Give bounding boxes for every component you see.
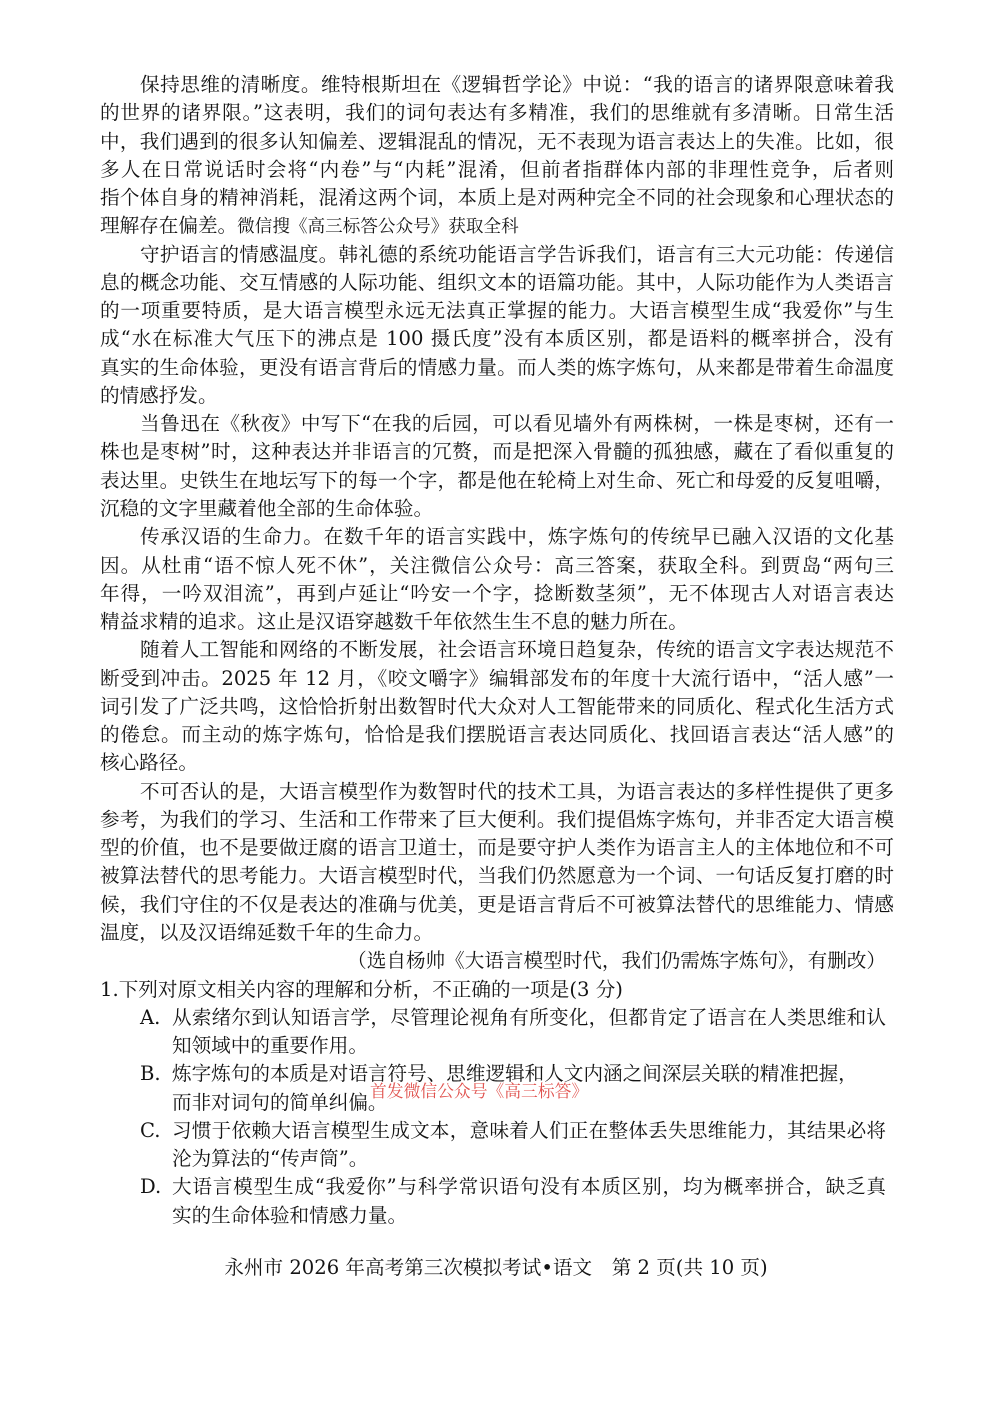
option-line [100, 1173, 894, 1201]
paragraph-4 [100, 523, 894, 636]
paragraph-line: 表达里。史铁生在地坛写下的每一个字，都是他在轮椅上对生命、死亡和母爱的反复咀嚼， [100, 468, 894, 492]
inline-ad-text: 微信搜《高三标答公众号》获取全科 [237, 217, 519, 238]
paragraph-line: 多人在日常说话时会将“内卷”与“内耗”混淆，但前者指群体内部的非理性竞争，后者则 [100, 157, 894, 181]
page-footer: 永州市 2026 年高考第三次模拟考试•语文 第 2 页(共 10 页) [224, 1256, 768, 1279]
paragraph-5 [100, 636, 894, 777]
option-text: 大语言模型生成“我爱你”与科学常识语句没有本质区别，均为概率拼合，缺乏真 [172, 1175, 886, 1199]
paragraph-line: 的情感抒发。 [100, 383, 218, 407]
paragraph-line [100, 212, 894, 240]
option-text: 习惯于依赖大语言模型生成文本，意味着人们正在整体丢失思维能力，其结果必将 [172, 1118, 886, 1142]
paragraph-line: 守护语言的情感温度。韩礼德的系统功能语言学告诉我们，语言有三大元功能：传递信 [140, 242, 894, 266]
paragraph-line: 的世界的诸界限。”这表明，我们的词句表达有多精准，我们的思维就有多清晰。日常生活 [100, 101, 894, 125]
paragraph-line: 的倦怠。而主动的炼字炼句，恰恰是我们摆脱语言表达同质化、找回语言表达“活人感”的 [100, 723, 894, 747]
paragraph-line: 核心路径。 [100, 751, 198, 775]
option-d [100, 1173, 894, 1230]
paragraph-line: 当鲁迅在《秋夜》中写下“在我的后园，可以看见墙外有两株树，一株是枣树，还有一 [140, 412, 894, 436]
option-line: 沦为算法的“传声筒”。 [172, 1147, 369, 1171]
paragraph-line: 成“水在标准大气压下的沸点是 100 摄氏度”没有本质区别，都是语料的概率拼合，没有 [100, 327, 894, 351]
paragraph-line: 指个体自身的精神消耗，混淆这两个词，本质上是对两种完全不同的社会现象和心理状态的 [100, 186, 894, 210]
paragraph-line: 的一项重要特质，是大语言模型永远无法真正掌握的能力。大语言模型生成“我爱你”与生 [100, 299, 894, 323]
paragraph-line-text: 理解存在偏差。 [100, 214, 238, 238]
paragraph-line: 随着人工智能和网络的不断发展，社会语言环境日趋复杂，传统的语言文字表达规范不 [140, 638, 894, 662]
paragraph-3 [100, 410, 894, 523]
paragraph-line: 保持思维的清晰度。维特根斯坦在《逻辑哲学论》中说：“我的语言的诸界限意味着我 [140, 73, 894, 96]
option-a [100, 1004, 894, 1061]
paragraph-line: 断受到冲击。2025 年 12 月，《咬文嚼字》编辑部发布的年度十大流行语中，“活人感”一 [100, 666, 894, 690]
paragraph-line: 息的概念功能、交互情感的人际功能、组织文本的语篇功能。其中，人际功能作为人类语言 [100, 270, 894, 294]
paragraph-6 [100, 778, 894, 948]
paragraph-line: 不可否认的是，大语言模型作为数智时代的技术工具，为语言表达的多样性提供了更多 [140, 779, 894, 803]
paragraph-line: 因。从杜甫“语不惊人死不休”，关注微信公众号：高三答案，获取全科。到贾岛“两句三 [100, 553, 894, 577]
paragraph-line: 传承汉语的生命力。在数千年的语言实践中，炼字炼句的传统早已融入汉语的文化基 [140, 525, 894, 549]
option-line [100, 1117, 894, 1145]
option-line: 实的生命体验和情感力量。 [172, 1203, 408, 1227]
option-label: D. [140, 1175, 162, 1199]
paragraph-line: 株也是枣树”时，这种表达并非语言的冗赘，而是把深入骨髓的孤独感，藏在了看似重复的 [100, 440, 894, 464]
paragraph-line: 精益求精的追求。这止是汉语穿越数千年依然生生不息的魅力所在。 [100, 610, 688, 634]
option-c [100, 1117, 894, 1174]
option-text: 从索绪尔到认知语言学，尽管理论视角有所变化，但都肯定了语言在人类思维和认 [172, 1005, 886, 1029]
option-label: C. [140, 1118, 161, 1142]
option-line: 知领域中的重要作用。 [172, 1034, 368, 1058]
paragraph-line: 真实的生命体验，更没有语言背后的情感力量。而人类的炼字炼句，从来都是带着生命温度 [100, 355, 894, 379]
reading-passage [100, 71, 894, 1230]
paragraph-line: 沉稳的文字里藏着他全部的生命体验。 [100, 496, 434, 520]
source-citation: （选自杨帅《大语言模型时代，我们仍需炼字炼句》，有删改） [347, 949, 886, 973]
option-line [100, 1004, 894, 1032]
question-stem: 1.下列对原文相关内容的理解和分析，不正确的一项是(3 分) [100, 977, 623, 1001]
option-text: 炼字炼句的本质是对语言符号、思维逻辑和人文内涵之间深层关联的精准把握， [172, 1062, 858, 1086]
paragraph-line: 中，我们遇到的很多认知偏差、逻辑混乱的情况，无不表现为语言表达上的失准。比如，很 [100, 129, 894, 153]
paragraph-line: 型的价值，也不是要做迂腐的语言卫道士，而是要守护人类作为语言主人的主体地位和不可 [100, 836, 894, 860]
paragraph-2 [100, 241, 894, 411]
paragraph-line: 年得，一吟双泪流”，再到卢延让“吟安一个字，捻断数茎须”，无不体现古人对语言表达 [100, 581, 894, 605]
paragraph-1 [100, 71, 894, 241]
paragraph-line: 参考，为我们的学习、生活和工作带来了巨大便利。我们提倡炼字炼句，并非否定大语言模 [100, 807, 894, 831]
option-line: 而非对词句的简单纠偏。 [172, 1090, 388, 1114]
paragraph-line: 候，我们守住的不仅是表达的准确与优美，更是语言背后不可被算法替代的思维能力、情感 [100, 892, 894, 916]
option-label: A. [140, 1005, 161, 1029]
paragraph-line: 温度，以及汉语绵延数千年的生命力。 [100, 920, 434, 944]
paragraph-line: 被算法替代的思考能力。大语言模型时代，当我们仍然愿意为一个词、一句话反复打磨的时 [100, 864, 894, 888]
red-watermark-text: 首发微信公众号《高三标答》 [370, 1081, 589, 1101]
option-label: B. [140, 1062, 161, 1086]
paragraph-line: 词引发了广泛共鸣，这恰恰折射出数智时代大众对人工智能带来的同质化、程式化生活方式 [100, 694, 894, 718]
